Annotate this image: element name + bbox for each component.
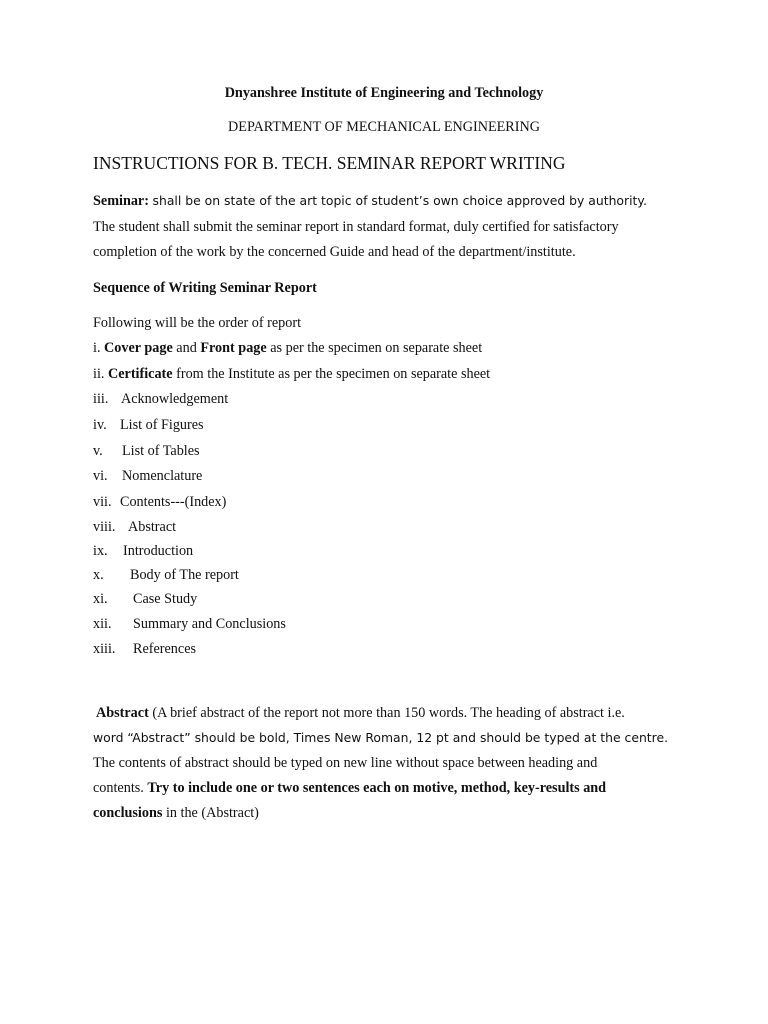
list-item-label: List of Figures [120,417,204,433]
list-item [93,615,286,633]
list-item-bold: Certificate [107,366,173,382]
abstract-text: in the (Abstract) [165,805,259,821]
sequence-heading: Sequence of Writing Seminar Report [93,280,317,296]
list-item-number: viii. [93,519,116,535]
list-item [93,416,204,434]
list-item-label: Acknowledgement [121,391,229,407]
list-item-number: x. [93,567,104,583]
list-item-number: vii. [93,494,112,510]
list-item-label: Introduction [123,543,194,559]
institute-name: Dnyanshree Institute of Engineering and Technology [224,85,544,101]
list-item-number: xi. [93,591,108,607]
abstract-line-1 [96,704,625,722]
seminar-text: shall be on state of the art topic of student’s own choice approved by authority. [152,193,647,208]
order-intro: Following will be the order of report [93,315,302,331]
abstract-line-4 [93,779,606,797]
list-item-number: ii. [93,366,105,382]
list-item-bold: Cover page [104,340,173,356]
list-item [93,542,194,560]
list-item [93,442,200,460]
list-item-text: as per the specimen on separate sheet [270,340,483,356]
abstract-label: Abstract [96,705,149,721]
seminar-line-1 [93,192,647,210]
list-item-number: i. [93,340,101,356]
list-item-label: Nomenclature [122,468,203,484]
list-item-label: Abstract [128,519,177,535]
list-item-label: Summary and Conclusions [133,616,286,632]
list-item-number: xii. [93,616,112,632]
list-item [93,390,229,408]
list-item [93,339,482,357]
list-item-text: and [176,340,197,356]
list-item-number: xiii. [93,641,116,657]
list-item [93,640,197,658]
list-item-label: Case Study [133,591,198,607]
list-item-number: vi. [93,468,108,484]
list-item-bold: Front page [200,340,267,356]
list-item [93,467,203,485]
seminar-line-2: The student shall submit the seminar report in standard format, duly certified for satisfactory [93,219,619,235]
abstract-text: (A brief abstract of the report not more than 150 words. The heading of abstract i.e. [152,705,625,721]
list-item-text: from the Institute as per the specimen on separate sheet [176,366,491,382]
abstract-bold-text: Try to include one or two sentences each on motive, method, key-results and [147,780,607,796]
list-item-number: iv. [93,417,107,433]
abstract-text: word “Abstract” should be bold, Times New Roman, 12 pt and should be typed at the centre. [93,730,669,745]
list-item [93,518,177,536]
abstract-line-5 [93,804,259,822]
abstract-text: contents. [93,780,144,796]
list-item-label: List of Tables [122,443,200,459]
list-item-number: iii. [93,391,109,407]
list-item-number: ix. [93,543,108,559]
list-item [93,365,490,383]
list-item [93,590,198,608]
page-title: INSTRUCTIONS FOR B. TECH. SEMINAR REPORT WRITING [93,153,566,173]
list-item-label: Contents---(Index) [120,494,227,510]
list-item [93,566,239,584]
seminar-line-3: completion of the work by the concerned Guide and head of the department/institute. [93,244,576,260]
list-item-label: References [133,641,197,657]
list-item [93,493,227,511]
abstract-line-2 [93,729,668,747]
list-item-number: v. [93,443,103,459]
department-name: DEPARTMENT OF MECHANICAL ENGINEERING [228,119,540,135]
abstract-bold-text: conclusions [93,805,163,821]
list-item-label: Body of The report [130,567,239,583]
abstract-line-3: The contents of abstract should be typed on new line without space between heading and [93,755,598,771]
seminar-label: Seminar: [93,193,149,209]
